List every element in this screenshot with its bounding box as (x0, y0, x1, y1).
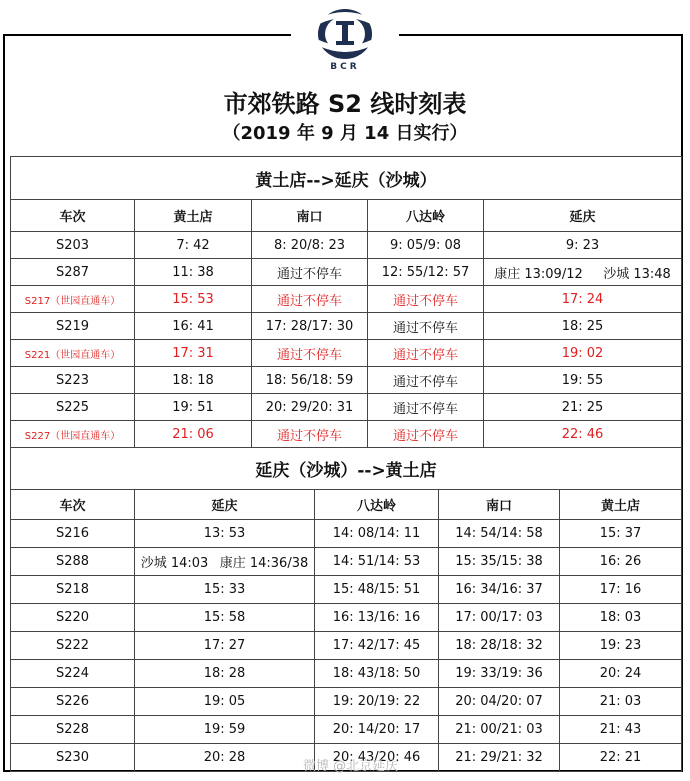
header-train: 车次 (11, 200, 135, 232)
header-nankou: 南口 (439, 490, 560, 520)
train-code: S227（世园直通车） (11, 421, 135, 448)
time-badaling: 12: 55/12: 57 (368, 259, 484, 286)
time-huangtudian: 16: 41 (135, 313, 252, 340)
train-code: S288 (11, 548, 135, 576)
time-badaling: 20: 14/20: 17 (315, 716, 439, 744)
time-yanqing (484, 259, 682, 286)
table-row (11, 313, 682, 340)
weibo-watermark: 微博 @北京延庆 (303, 759, 399, 774)
bcr-logo-icon (315, 4, 375, 62)
time-huangtudian: 22: 21 (560, 744, 682, 772)
time-nankou: 15: 35/15: 38 (439, 548, 560, 576)
time-badaling: 通过不停车 (368, 313, 484, 340)
time-badaling: 通过不停车 (368, 340, 484, 367)
timetable-outbound (10, 156, 682, 448)
time-badaling: 14: 51/14: 53 (315, 548, 439, 576)
time-yanqing: 19: 02 (484, 340, 682, 367)
time-huangtudian: 20: 24 (560, 660, 682, 688)
time-yanqing: 15: 58 (135, 604, 315, 632)
table-row (11, 688, 682, 716)
time-yanqing: 19: 59 (135, 716, 315, 744)
time-huangtudian: 17: 16 (560, 576, 682, 604)
time-yanqing: 9: 23 (484, 232, 682, 259)
table-row-express (11, 340, 682, 367)
time-huangtudian: 15: 53 (135, 286, 252, 313)
time-yanqing: 19: 55 (484, 367, 682, 394)
time-nankou: 21: 29/21: 32 (439, 744, 560, 772)
time-nankou: 20: 04/20: 07 (439, 688, 560, 716)
time-huangtudian: 21: 06 (135, 421, 252, 448)
section-heading-row (11, 157, 682, 200)
time-nankou: 14: 54/14: 58 (439, 520, 560, 548)
time-huangtudian: 18: 18 (135, 367, 252, 394)
table-row (11, 576, 682, 604)
time-nankou: 21: 00/21: 03 (439, 716, 560, 744)
header-yanqing: 延庆 (135, 490, 315, 520)
table-row-express (11, 286, 682, 313)
time-nankou: 18: 28/18: 32 (439, 632, 560, 660)
time-nankou: 16: 34/16: 37 (439, 576, 560, 604)
time-badaling: 14: 08/14: 11 (315, 520, 439, 548)
section-heading-row (11, 448, 682, 490)
time-nankou: 19: 33/19: 36 (439, 660, 560, 688)
time-huangtudian: 11: 38 (135, 259, 252, 286)
logo-text: BCR (330, 62, 360, 72)
time-yanqing (135, 548, 315, 576)
time-huangtudian: 16: 26 (560, 548, 682, 576)
time-yanqing: 13: 53 (135, 520, 315, 548)
train-code: S224 (11, 660, 135, 688)
table-row-express (11, 421, 682, 448)
section-heading: 延庆（沙城）-->黄土店 (11, 448, 682, 490)
header-huangtudian: 黄土店 (560, 490, 682, 520)
train-code: S218 (11, 576, 135, 604)
time-kangzhuang: 康庄 14:36/38 (219, 556, 309, 571)
time-badaling: 17: 42/17: 45 (315, 632, 439, 660)
split-cell (484, 263, 681, 282)
time-badaling: 15: 48/15: 51 (315, 576, 439, 604)
train-code: S203 (11, 232, 135, 259)
table-row (11, 660, 682, 688)
train-code: S222 (11, 632, 135, 660)
header-badaling: 八达岭 (368, 200, 484, 232)
time-yanqing: 17: 27 (135, 632, 315, 660)
time-kangzhuang: 康庄 13:09/12 (494, 266, 583, 282)
train-code: S226 (11, 688, 135, 716)
header-badaling: 八达岭 (315, 490, 439, 520)
time-nankou: 17: 28/17: 30 (252, 313, 368, 340)
time-nankou: 通过不停车 (252, 286, 368, 313)
time-huangtudian: 21: 03 (560, 688, 682, 716)
train-code: S287 (11, 259, 135, 286)
table-row (11, 232, 682, 259)
time-yanqing: 19: 05 (135, 688, 315, 716)
time-yanqing: 18: 28 (135, 660, 315, 688)
train-code: S216 (11, 520, 135, 548)
header-yanqing: 延庆 (484, 200, 682, 232)
table-row (11, 394, 682, 421)
time-yanqing: 15: 33 (135, 576, 315, 604)
table-row (11, 632, 682, 660)
time-badaling: 通过不停车 (368, 394, 484, 421)
time-yanqing: 22: 46 (484, 421, 682, 448)
timetable-inbound (10, 447, 682, 772)
time-yanqing: 21: 25 (484, 394, 682, 421)
time-huangtudian: 15: 37 (560, 520, 682, 548)
time-shacheng: 沙城 13:48 (603, 266, 671, 282)
time-huangtudian: 18: 03 (560, 604, 682, 632)
time-yanqing: 18: 25 (484, 313, 682, 340)
header-row (11, 490, 682, 520)
table-row (11, 716, 682, 744)
table-row (11, 259, 682, 286)
time-huangtudian: 7: 42 (135, 232, 252, 259)
table-row (11, 367, 682, 394)
header-nankou: 南口 (252, 200, 368, 232)
time-nankou: 通过不停车 (252, 421, 368, 448)
time-badaling: 20: 43/20: 46 (315, 744, 439, 772)
time-huangtudian: 17: 31 (135, 340, 252, 367)
train-code: S217（世园直通车） (11, 286, 135, 313)
bcr-logo (291, 0, 399, 80)
time-huangtudian: 19: 23 (560, 632, 682, 660)
time-badaling: 通过不停车 (368, 286, 484, 313)
time-nankou: 通过不停车 (252, 340, 368, 367)
time-yanqing: 17: 24 (484, 286, 682, 313)
time-nankou: 18: 56/18: 59 (252, 367, 368, 394)
section-heading: 黄土店-->延庆（沙城） (11, 157, 682, 200)
page-title: 市郊铁路 S2 线时刻表 (223, 90, 467, 118)
time-huangtudian: 19: 51 (135, 394, 252, 421)
table-row (11, 548, 682, 576)
train-code: S223 (11, 367, 135, 394)
train-code: S221（世园直通车） (11, 340, 135, 367)
split-cell (135, 552, 314, 571)
train-code: S228 (11, 716, 135, 744)
time-huangtudian: 21: 43 (560, 716, 682, 744)
time-badaling: 16: 13/16: 16 (315, 604, 439, 632)
time-badaling: 19: 20/19: 22 (315, 688, 439, 716)
table-row (11, 604, 682, 632)
train-code: S219 (11, 313, 135, 340)
time-nankou: 8: 20/8: 23 (252, 232, 368, 259)
time-badaling: 18: 43/18: 50 (315, 660, 439, 688)
time-badaling: 通过不停车 (368, 421, 484, 448)
time-nankou: 20: 29/20: 31 (252, 394, 368, 421)
time-badaling: 9: 05/9: 08 (368, 232, 484, 259)
time-shacheng: 沙城 14:03 (140, 556, 209, 571)
time-badaling: 通过不停车 (368, 367, 484, 394)
train-code: S225 (11, 394, 135, 421)
header-row (11, 200, 682, 232)
time-nankou: 17: 00/17: 03 (439, 604, 560, 632)
table-row (11, 520, 682, 548)
train-code: S220 (11, 604, 135, 632)
header-huangtudian: 黄土店 (135, 200, 252, 232)
time-nankou: 通过不停车 (252, 259, 368, 286)
header-train: 车次 (11, 490, 135, 520)
time-yanqing: 20: 28 (135, 744, 315, 772)
page-subtitle: （2019 年 9 月 14 日实行） (222, 123, 468, 144)
train-code: S230 (11, 744, 135, 772)
